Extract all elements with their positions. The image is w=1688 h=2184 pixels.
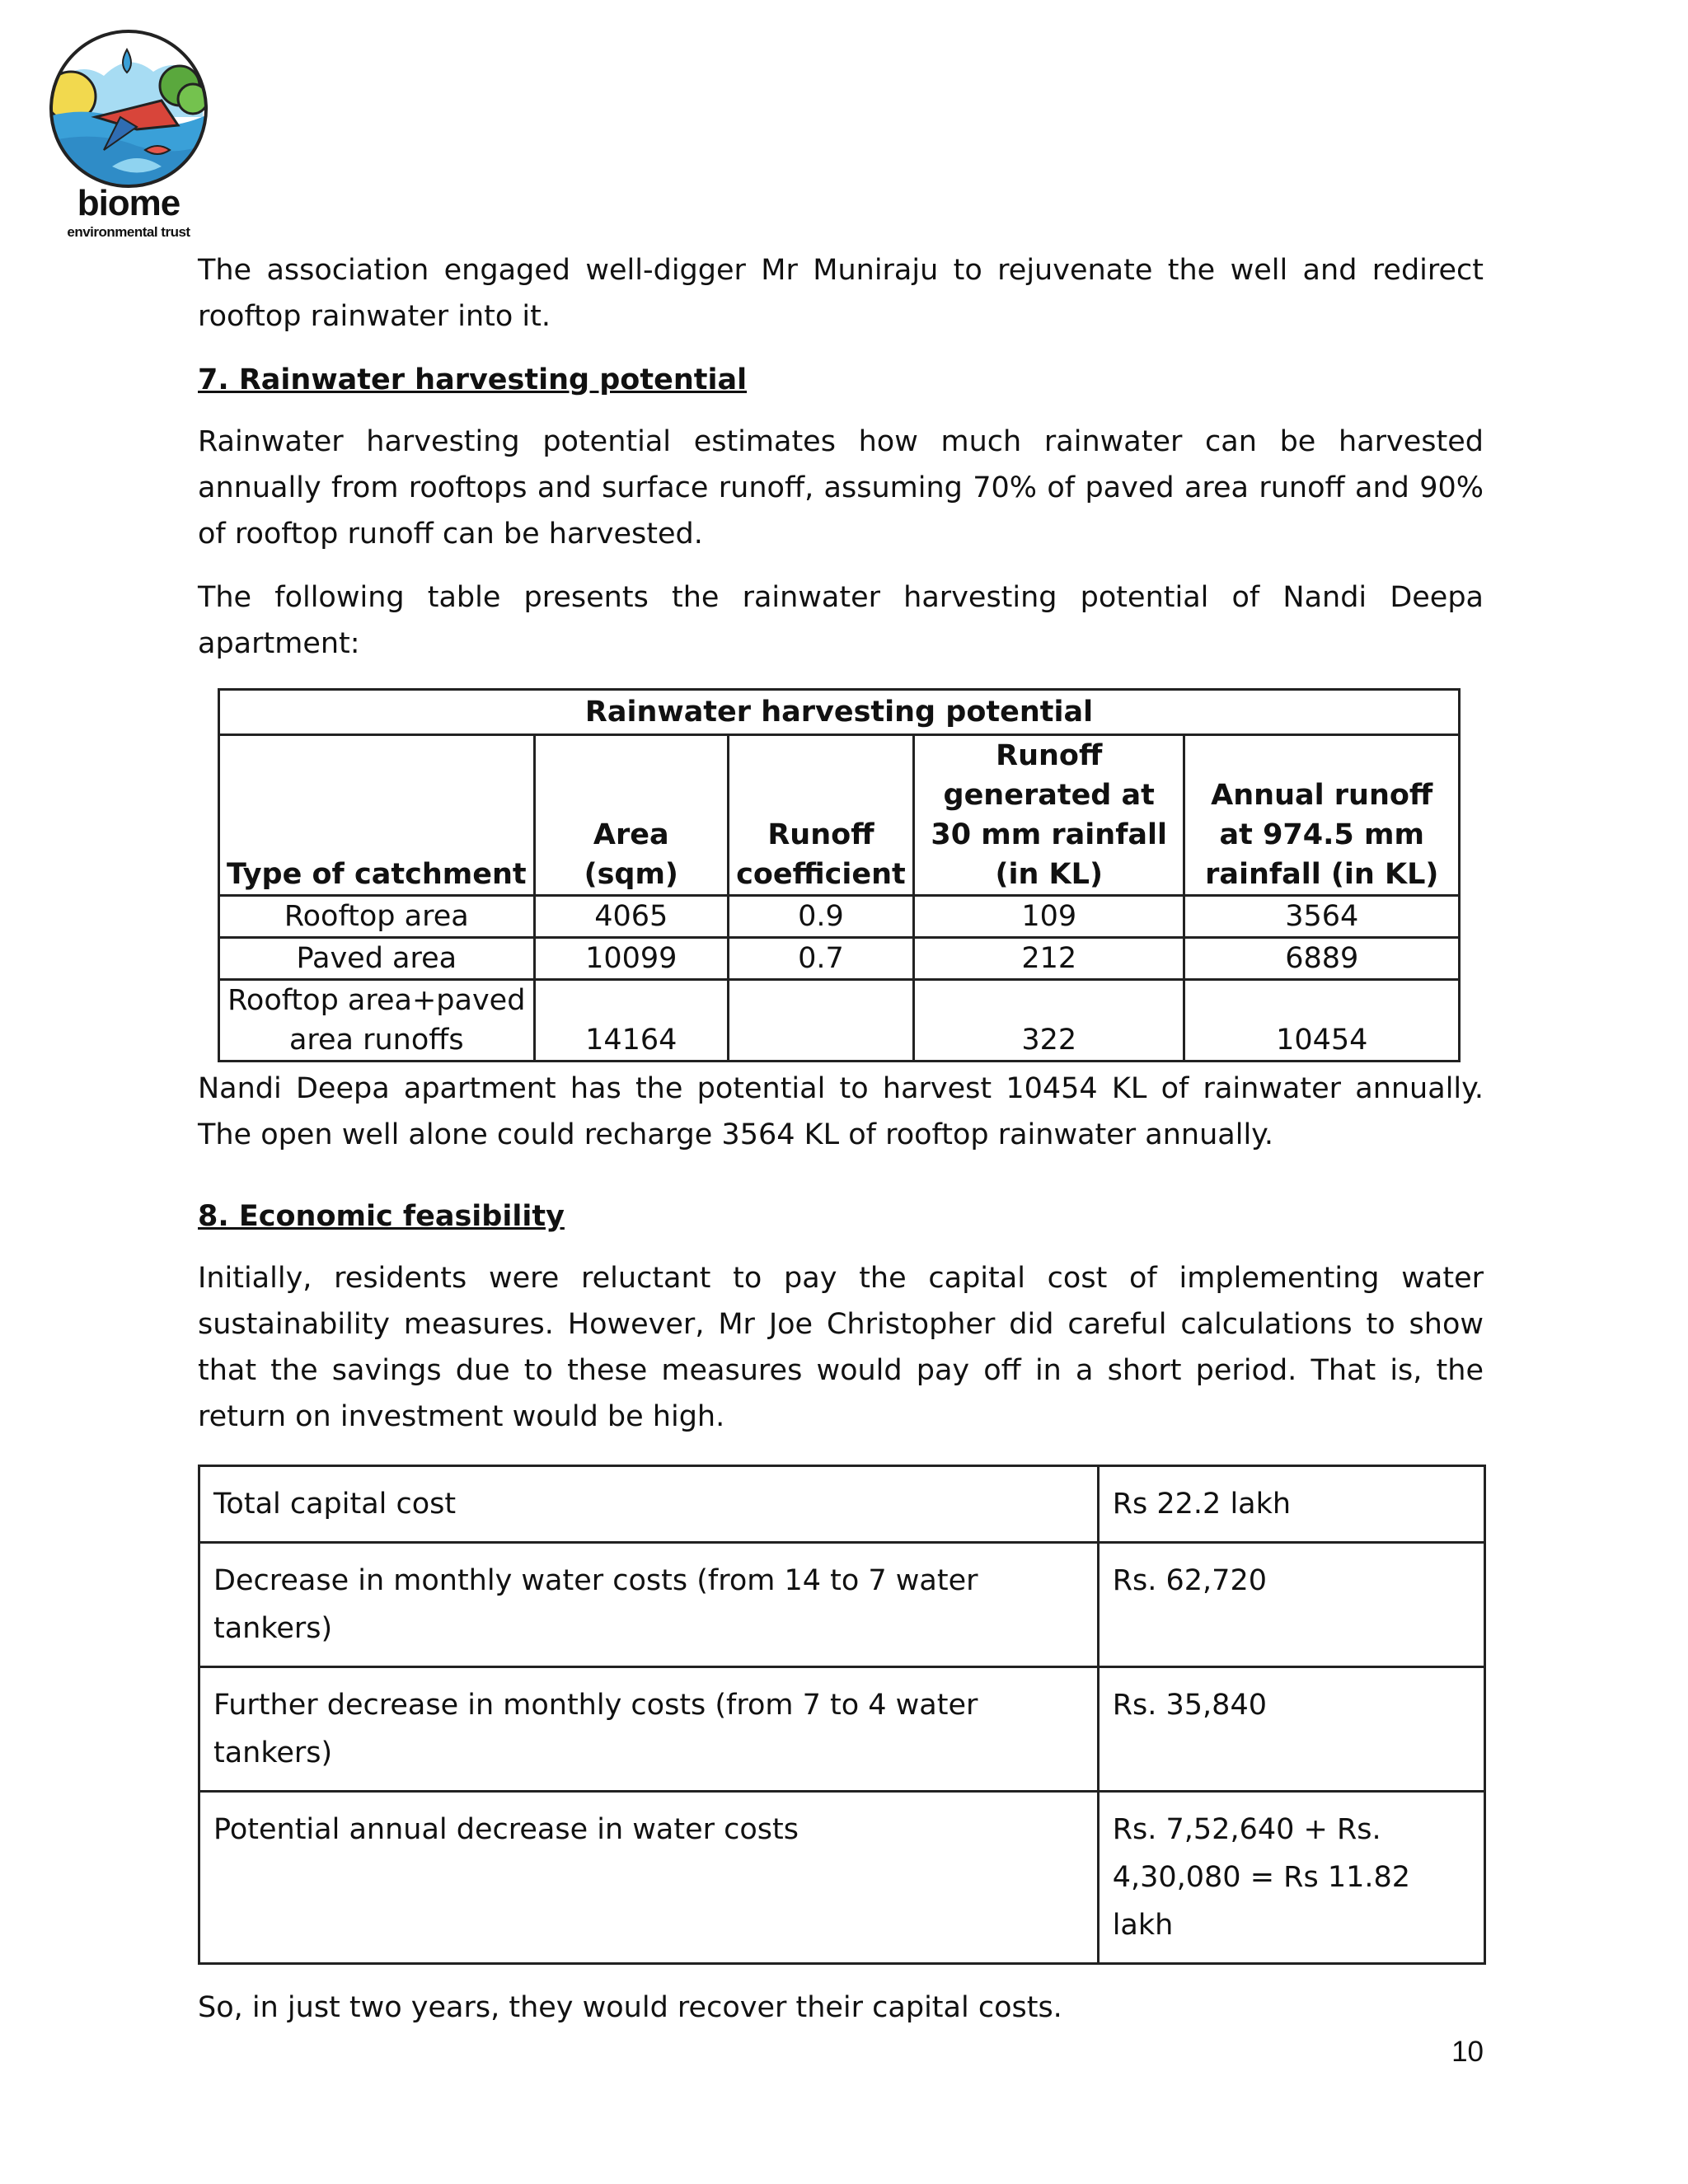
table-cell: 0.9 <box>728 896 913 938</box>
document-body <box>198 247 1484 2048</box>
header-runoff-coefficient: Runoff coefficient <box>728 735 913 896</box>
rainwater-harvesting-table <box>218 688 1461 1062</box>
table-cell: Decrease in monthly water costs (from 14 to 7 water tankers) <box>199 1543 1099 1667</box>
section-7-paragraph-2: The following table presents the rainwater harvesting potential of Nandi Deepa apartment: <box>198 581 1484 660</box>
section-7-paragraph-1: Rainwater harvesting potential estimates how much rainwater can be harvested annually from rooftops and surface runoff, assuming 70% of paved area runoff and 90% of rooftop runoff can be harvested. <box>198 425 1484 551</box>
logo-tagline: environmental trust <box>67 224 190 240</box>
intro-paragraph: The association engaged well-digger Mr Muniraju to rejuvenate the well and redirect rooftop rainwater into it. <box>198 254 1484 333</box>
section-8-heading: 8. Economic feasibility <box>198 1200 565 1233</box>
table-cell: Rooftop area <box>219 896 535 938</box>
table-cell: Paved area <box>219 938 535 980</box>
section-7-paragraph-3: Nandi Deepa apartment has the potential to harvest 10454 KL of rainwater annually. The open well alone could recharge 3564 KL of rooftop rainwater annually. <box>198 1072 1484 1151</box>
table-row <box>199 1667 1485 1792</box>
logo-brand-text: biome <box>77 183 181 223</box>
table-row <box>199 1466 1485 1543</box>
section-8-paragraph-1: Initially, residents were reluctant to pay the capital cost of implementing water sustainability measures. However, Mr Joe Christopher did careful calculations to show that the savings due to these measures would pay off in a short period. That is, the return on investment would be high. <box>198 1262 1484 1433</box>
table-cell: 3564 <box>1184 896 1460 938</box>
table-cell: 6889 <box>1184 938 1460 980</box>
header-runoff-30mm: Runoff generated at 30 mm rainfall (in KL) <box>913 735 1184 896</box>
table-header-row <box>219 735 1460 896</box>
section-8-paragraph-2: So, in just two years, they would recover their capital costs. <box>198 1991 1062 2024</box>
table-cell: Further decrease in monthly costs (from 7 to 4 water tankers) <box>199 1667 1099 1792</box>
table-cell: 4065 <box>534 896 728 938</box>
economic-feasibility-table <box>198 1465 1486 1965</box>
header-type-of-catchment: Type of catchment <box>219 735 535 896</box>
section-7-heading: 7. Rainwater harvesting potential <box>198 363 748 396</box>
table-cell: Rs 22.2 lakh <box>1098 1466 1484 1543</box>
table-cell: 212 <box>913 938 1184 980</box>
table-cell: Rooftop area+paved area runoffs <box>219 980 535 1062</box>
table-row <box>199 1792 1485 1964</box>
biome-logo <box>46 26 211 241</box>
table-row <box>199 1543 1485 1667</box>
table-cell: 0.7 <box>728 938 913 980</box>
table-cell: Potential annual decrease in water costs <box>199 1792 1099 1964</box>
table-row <box>219 980 1460 1062</box>
table-row <box>219 896 1460 938</box>
table-cell: 322 <box>913 980 1184 1062</box>
table-caption: Rainwater harvesting potential <box>219 690 1460 735</box>
table-cell: 109 <box>913 896 1184 938</box>
table-cell <box>728 980 913 1062</box>
table-row <box>219 938 1460 980</box>
biome-logo-emblem <box>46 26 211 191</box>
page-number: 10 <box>1451 2036 1484 2068</box>
table-cell: Total capital cost <box>199 1466 1099 1543</box>
table-cell: Rs. 7,52,640 + Rs. 4,30,080 = Rs 11.82 lakh <box>1098 1792 1484 1964</box>
header-annual-runoff: Annual runoff at 974.5 mm rainfall (in KL) <box>1184 735 1460 896</box>
table-cell: 10454 <box>1184 980 1460 1062</box>
table-cell: Rs. 62,720 <box>1098 1543 1484 1667</box>
table-cell: 10099 <box>534 938 728 980</box>
header-area: Area (sqm) <box>534 735 728 896</box>
table-cell: Rs. 35,840 <box>1098 1667 1484 1792</box>
table-cell: 14164 <box>534 980 728 1062</box>
